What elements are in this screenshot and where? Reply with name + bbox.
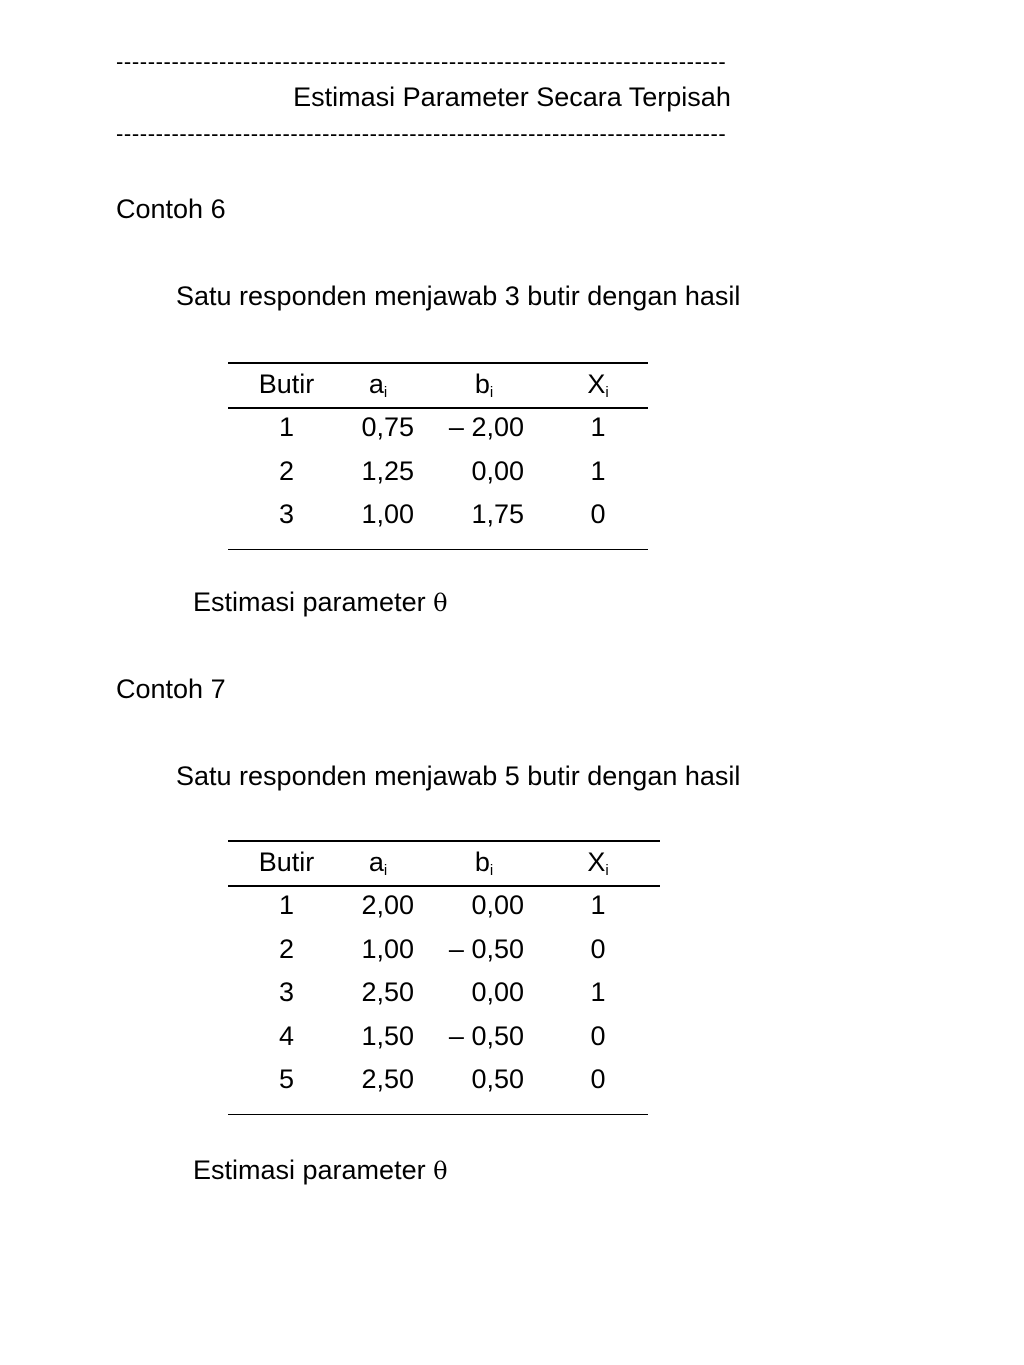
cell-butir: 2 (278, 933, 295, 964)
cell-a: 1,00 (361, 499, 414, 529)
header-b-base: b (474, 847, 490, 877)
header-x (558, 845, 638, 879)
header-butir-base: Butir (258, 369, 315, 399)
cell-a: 1,50 (361, 1020, 414, 1051)
header-a-base: a (368, 847, 384, 877)
cell-x: 0 (590, 499, 606, 529)
cell-x: 1 (590, 890, 606, 920)
result-label: Estimasi parameter (193, 587, 426, 617)
cell-butir: 3 (278, 499, 295, 529)
cell-x: 0 (590, 1064, 606, 1094)
cell-a: 0,75 (361, 412, 414, 442)
table-row (228, 410, 648, 444)
header-b (464, 367, 504, 401)
table-row (228, 888, 660, 922)
example-7-title: Contoh 7 (116, 674, 226, 704)
example-6-table (228, 362, 648, 538)
example-7-table (228, 840, 660, 1106)
cell-a: 2,50 (361, 1064, 414, 1094)
example-7-result (193, 1153, 448, 1188)
example-6-result (193, 585, 448, 620)
cell-b: 0,00 (471, 977, 524, 1007)
header-a-subscript: i (383, 384, 388, 401)
cell-x: 0 (590, 933, 606, 964)
header-b-subscript: i (489, 862, 494, 879)
header-b (464, 845, 504, 879)
table-row (228, 975, 660, 1009)
header-butir (228, 845, 345, 879)
cell-x: 1 (590, 412, 606, 442)
cell-a: 1,00 (361, 933, 414, 964)
header-x-subscript: i (605, 862, 609, 879)
header-bottom-rule: ----------------------------------------------------------------------------- (116, 122, 727, 146)
page-title: Estimasi Parameter Secara Terpisah (293, 82, 731, 112)
header-x (558, 367, 638, 401)
cell-butir: 1 (278, 890, 295, 920)
cell-butir: 3 (278, 977, 295, 1007)
cell-x: 0 (590, 1020, 606, 1051)
header-a-base: a (368, 369, 384, 399)
table-header-rule (228, 885, 660, 887)
cell-b: 0,50 (471, 1064, 524, 1094)
header-butir (228, 367, 345, 401)
table-row (228, 932, 660, 966)
table-top-rule (228, 840, 660, 842)
header-x-subscript: i (605, 384, 609, 401)
header-butir-base: Butir (258, 847, 315, 877)
header-top-rule: ----------------------------------------------------------------------------- (116, 50, 727, 74)
example-7-intro: Satu responden menjawab 5 butir dengan hasil (176, 761, 741, 791)
cell-a: 2,50 (361, 977, 414, 1007)
table-row (228, 497, 648, 531)
cell-x: 1 (590, 977, 606, 1007)
header-a-subscript: i (383, 862, 388, 879)
cell-a: 2,00 (361, 890, 414, 920)
result-label: Estimasi parameter (193, 1155, 426, 1185)
cell-butir: 1 (278, 412, 295, 442)
table-bottom-rule (228, 1114, 648, 1116)
example-6-title: Contoh 6 (116, 194, 226, 224)
cell-x: 1 (590, 455, 606, 486)
header-x-base: X (587, 369, 606, 399)
table-row (228, 1062, 660, 1096)
header-a (358, 367, 398, 401)
cell-b: 1,75 (471, 499, 524, 529)
header-a (358, 845, 398, 879)
cell-b: – 2,00 (448, 412, 524, 442)
cell-b: 0,00 (471, 455, 524, 486)
table-top-rule (228, 362, 648, 364)
header-x-base: X (587, 847, 606, 877)
cell-b: – 0,50 (448, 1020, 524, 1051)
cell-butir: 4 (278, 1020, 295, 1051)
header-b-base: b (474, 369, 490, 399)
table-bottom-rule (228, 549, 648, 551)
table-row (228, 454, 648, 488)
cell-b: – 0,50 (448, 933, 524, 964)
theta-symbol: θ (433, 1157, 448, 1185)
header-b-subscript: i (489, 384, 494, 401)
example-6-intro: Satu responden menjawab 3 butir dengan hasil (176, 281, 741, 311)
table-row (228, 1019, 660, 1053)
cell-butir: 5 (278, 1064, 295, 1094)
table-header-rule (228, 407, 648, 409)
theta-symbol: θ (433, 589, 448, 617)
cell-butir: 2 (278, 455, 295, 486)
cell-b: 0,00 (471, 890, 524, 920)
cell-a: 1,25 (361, 455, 414, 486)
